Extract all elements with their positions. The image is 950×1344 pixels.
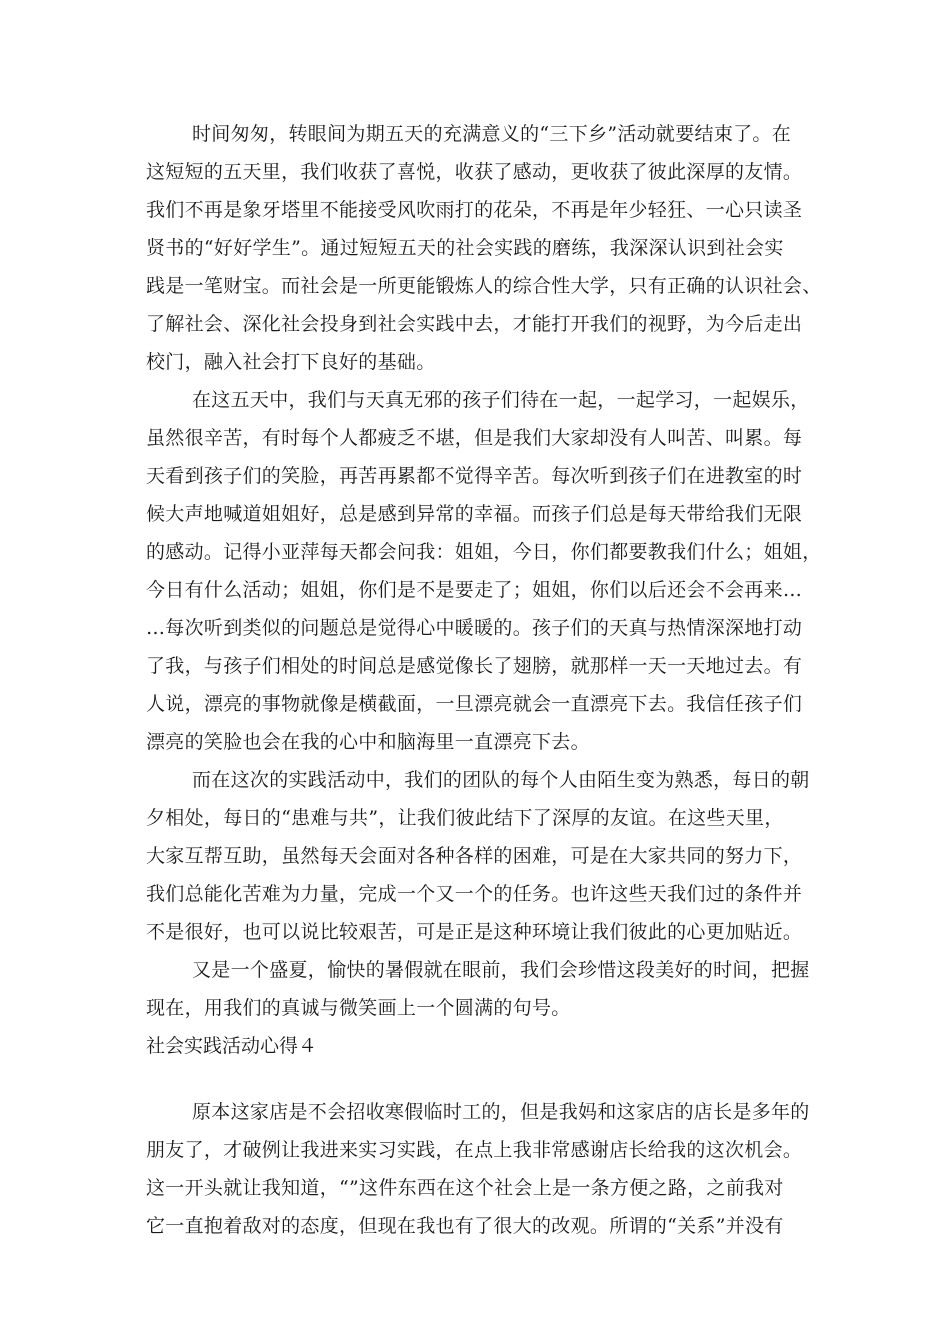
paragraph-line: 夕相处，每日的“患难与共”，让我们彼此结下了深厚的友谊。在这些天里， (146, 807, 784, 829)
paragraph-line: 校门，融入社会打下良好的基础。 (146, 351, 436, 373)
paragraph-line: 漂亮的笑脸也会在我的心中和脑海里一直漂亮下去。 (146, 731, 590, 753)
paragraph-line: 在这五天中，我们与天真无邪的孩子们待在一起，一起学习，一起娱乐， (192, 389, 810, 411)
paragraph-line: 朋友了，才破例让我进来实习实践，在点上我非常感谢店长给我的这次机会。 (146, 1139, 803, 1161)
paragraph-line: 今日有什么活动；姐姐，你们是不是要走了；姐姐，你们以后还会不会再来… (146, 579, 803, 601)
paragraph-line: 践是一笔财宝。而社会是一所更能锻炼人的综合性大学，只有正确的认识社会、 (146, 275, 822, 297)
paragraph-line: 大家互帮互助，虽然每天会面对各种各样的困难，可是在大家共同的努力下， (146, 845, 803, 867)
paragraph-line: 了解社会、深化社会投身到社会实践中去，才能打开我们的视野，为今后走出 (146, 313, 803, 335)
paragraph-line: 虽然很辛苦，有时每个人都疲乏不堪，但是我们大家却没有人叫苦、叫累。每 (146, 427, 803, 449)
section-heading: 社会实践活动心得４ (146, 1035, 318, 1057)
paragraph-line: 了我，与孩子们相处的时间总是感觉像长了翅膀，就那样一天一天地过去。有 (146, 655, 803, 677)
paragraph-line: …每次听到类似的问题总是觉得心中暖暖的。孩子们的天真与热情深深地打动 (146, 617, 803, 639)
paragraph-line: 不是很好，也可以说比较艰苦，可是正是这种环境让我们彼此的心更加贴近。 (146, 921, 803, 943)
paragraph-line: 这短短的五天里，我们收获了喜悦，收获了感动，更收获了彼此深厚的友情。 (146, 161, 803, 183)
paragraph-line: 时间匆匆，转眼间为期五天的充满意义的“三下乡”活动就要结束了。在 (192, 123, 792, 145)
paragraph-line: 这一开头就让我知道，“”这件东西在这个社会上是一条方便之路，之前我对 (146, 1177, 784, 1199)
paragraph-line: 我们不再是象牙塔里不能接受风吹雨打的花朵，不再是年少轻狂、一心只读圣 (146, 199, 803, 221)
paragraph-line: 而在这次的实践活动中，我们的团队的每个人由陌生变为熟悉，每日的朝 (192, 769, 810, 791)
paragraph-line: 人说，漂亮的事物就像是横截面，一旦漂亮就会一直漂亮下去。我信任孩子们 (146, 693, 803, 715)
paragraph-line: 贤书的“好好学生”。通过短短五天的社会实践的磨练，我深深认识到社会实 (146, 237, 784, 259)
paragraph-line: 又是一个盛夏，愉快的暑假就在眼前，我们会珍惜这段美好的时间，把握 (192, 959, 810, 981)
paragraph-line: 原本这家店是不会招收寒假临时工的，但是我妈和这家店的店长是多年的 (192, 1101, 810, 1123)
paragraph-line: 天看到孩子们的笑脸，再苦再累都不觉得辛苦。每次听到孩子们在进教室的时 (146, 465, 803, 487)
paragraph-line: 候大声地喊道姐姐好，总是感到异常的幸福。而孩子们总是每天带给我们无限 (146, 503, 803, 525)
paragraph-line: 我们总能化苦难为力量，完成一个又一个的任务。也许这些天我们过的条件并 (146, 883, 803, 905)
paragraph-line: 它一直抱着敌对的态度，但现在我也有了很大的改观。所谓的“关系”并没有 (146, 1215, 784, 1237)
paragraph-line: 现在，用我们的真诚与微笑画上一个圆满的句号。 (146, 997, 571, 1019)
paragraph-line: 的感动。记得小亚萍每天都会问我：姐姐，今日，你们都要教我们什么；姐姐， (146, 541, 822, 563)
